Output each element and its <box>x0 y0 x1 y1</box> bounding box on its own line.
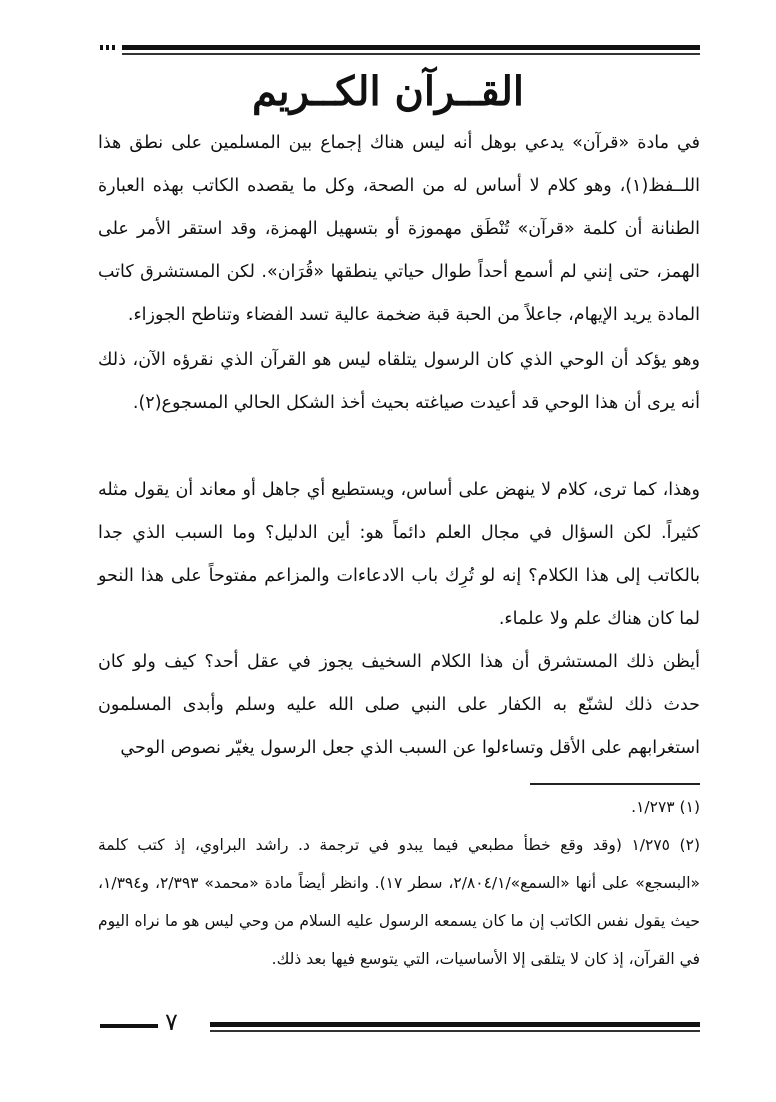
footnote-1: (١) ١/٢٧٣. <box>631 798 700 816</box>
footer-rule-thin-line <box>210 1030 700 1032</box>
paragraph-4: أيظن ذلك المستشرق أن هذا الكلام السخيف يجوز في عقل أحد؟ كيف ولو كان حدث ذلك لشنّع به الكفار على النبي صلى الله عليه وسلم وأبدى المسلمون استغرابهم على الأقل وتساءلوا عن السبب الذي جعل الرسول يغيّر نصوص الوحي <box>98 652 700 758</box>
footnote-separator <box>530 783 700 785</box>
header-rule-thin-line <box>122 53 700 55</box>
footnotes <box>98 788 700 978</box>
paragraph-1: في مادة «قرآن» يدعي بوهل أنه ليس هناك إجماع بين المسلمين على نطق هذا اللــفظ(١)، وهو كلام لا أساس له من الصحة، وكل ما يقصده الكاتب بهذه العبارة الطنانة أن كلمة «قرآن» تُنْطَق مهموزة أو بتسهيل الهمزة، وقد استقر الأمر على الهمز، حتى إنني لم أسمع أحداً طوال حياتي ينطقها «قُرَان». لكن المستشرق كاتب المادة يريد الإيهام، جاعلاً من الحبة قبة ضخمة عالية تسد الفضاء وتناطح الجوزاء. <box>98 133 700 325</box>
footer-rule-thick-line <box>210 1022 700 1027</box>
page-number: ٧ <box>165 1008 178 1036</box>
page-title: القــرآن الكــريم <box>251 68 525 115</box>
header-rule-thick-line <box>122 45 700 50</box>
header-rule-marks <box>100 45 116 50</box>
paragraph-2: وهو يؤكد أن الوحي الذي كان الرسول يتلقاه ليس هو القرآن الذي نقرؤه الآن، ذلك أنه يرى أن هذا الوحي قد أعيدت صياغته بحيث أخذ الشكل الحالي المسجوع(٢). <box>98 350 700 413</box>
paragraph-3: وهذا، كما ترى، كلام لا ينهض على أساس، ويستطيع أي جاهل أو معاند أن يقول مثله كثيراً. لكن السؤال في مجال العلم دائماً هو: أين الدليل؟ وما السبب الذي جدا بالكاتب إلى هذا الكلام؟ إنه لو تُرِك باب الادعاءات والمزاعم مفتوحاً على هذا النحو لما كان هناك علم ولا علماء. <box>98 480 700 629</box>
footer-rule <box>100 1014 700 1034</box>
footnote-2: (٢) ١/٢٧٥ (وقد وقع خطأ مطبعي فيما يبدو في ترجمة د. راشد البراوي، إذ كتب كلمة «البسجع» على أنها «السمع»/٢/٨٠٤/١، سطر ١٧). وانظر أيضاً مادة «محمد» ٢/٣٩٣، و١/٣٩٤، حيث يقول نفس الكاتب إن ما كان يسمعه الرسول عليه السلام من وحي ليس هو ما نراه اليوم في القرآن، إذ كان لا يتلقى إلا الأساسيات، التي يتوسع فيها بعد ذلك. <box>98 836 700 968</box>
footer-rule-left <box>100 1024 158 1028</box>
header-rule <box>100 45 700 57</box>
